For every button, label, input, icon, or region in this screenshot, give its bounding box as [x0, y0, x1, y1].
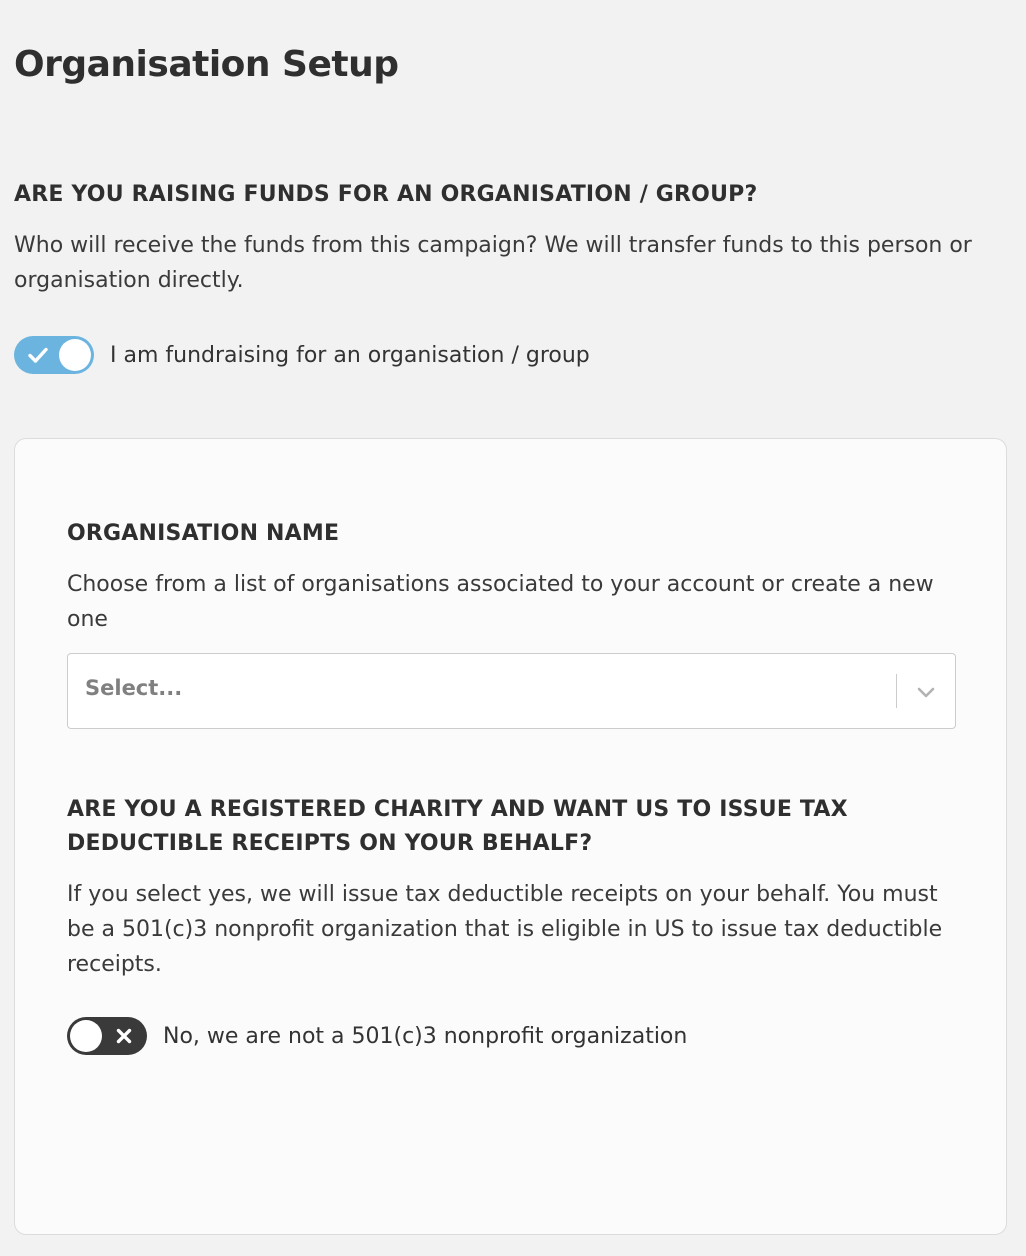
charity-heading: ARE YOU A REGISTERED CHARITY AND WANT US TO ISSUE TAX DEDUCTIBLE RECEIPTS ON YOUR BEHALF?	[67, 797, 848, 856]
fundraising-description: Who will receive the funds from this campaign? We will transfer funds to this person or organisation directly.	[14, 233, 972, 293]
toggle-knob	[70, 1020, 102, 1052]
check-icon	[27, 344, 49, 366]
page-title: Organisation Setup	[14, 44, 399, 85]
select-separator	[896, 674, 897, 708]
fundraising-toggle-row	[14, 335, 590, 375]
organisation-name-description: Choose from a list of organisations associated to your account or create a new one	[67, 572, 934, 632]
organisation-select[interactable]	[67, 653, 956, 729]
fundraising-toggle-label: I am fundraising for an organisation / group	[110, 342, 590, 368]
organisation-details-card	[14, 438, 1007, 1235]
close-icon	[115, 1027, 133, 1045]
fundraising-section	[14, 178, 1004, 298]
fundraising-heading: ARE YOU RAISING FUNDS FOR AN ORGANISATION / GROUP?	[14, 182, 758, 207]
organisation-select-placeholder: Select...	[85, 676, 183, 700]
charity-toggle-row	[67, 1016, 687, 1056]
chevron-down-icon[interactable]	[915, 681, 937, 703]
charity-toggle-label: No, we are not a 501(c)3 nonprofit organization	[163, 1023, 688, 1049]
charity-nonprofit-toggle[interactable]	[67, 1017, 147, 1055]
organisation-name-heading: ORGANISATION NAME	[67, 521, 340, 546]
fundraising-organisation-toggle[interactable]	[14, 336, 94, 374]
charity-description: If you select yes, we will issue tax deductible receipts on your behalf. You must be a 501(c)3 nonprofit organization that is eligible in US to issue tax deductible receipts.	[67, 882, 943, 977]
toggle-knob	[59, 339, 91, 371]
